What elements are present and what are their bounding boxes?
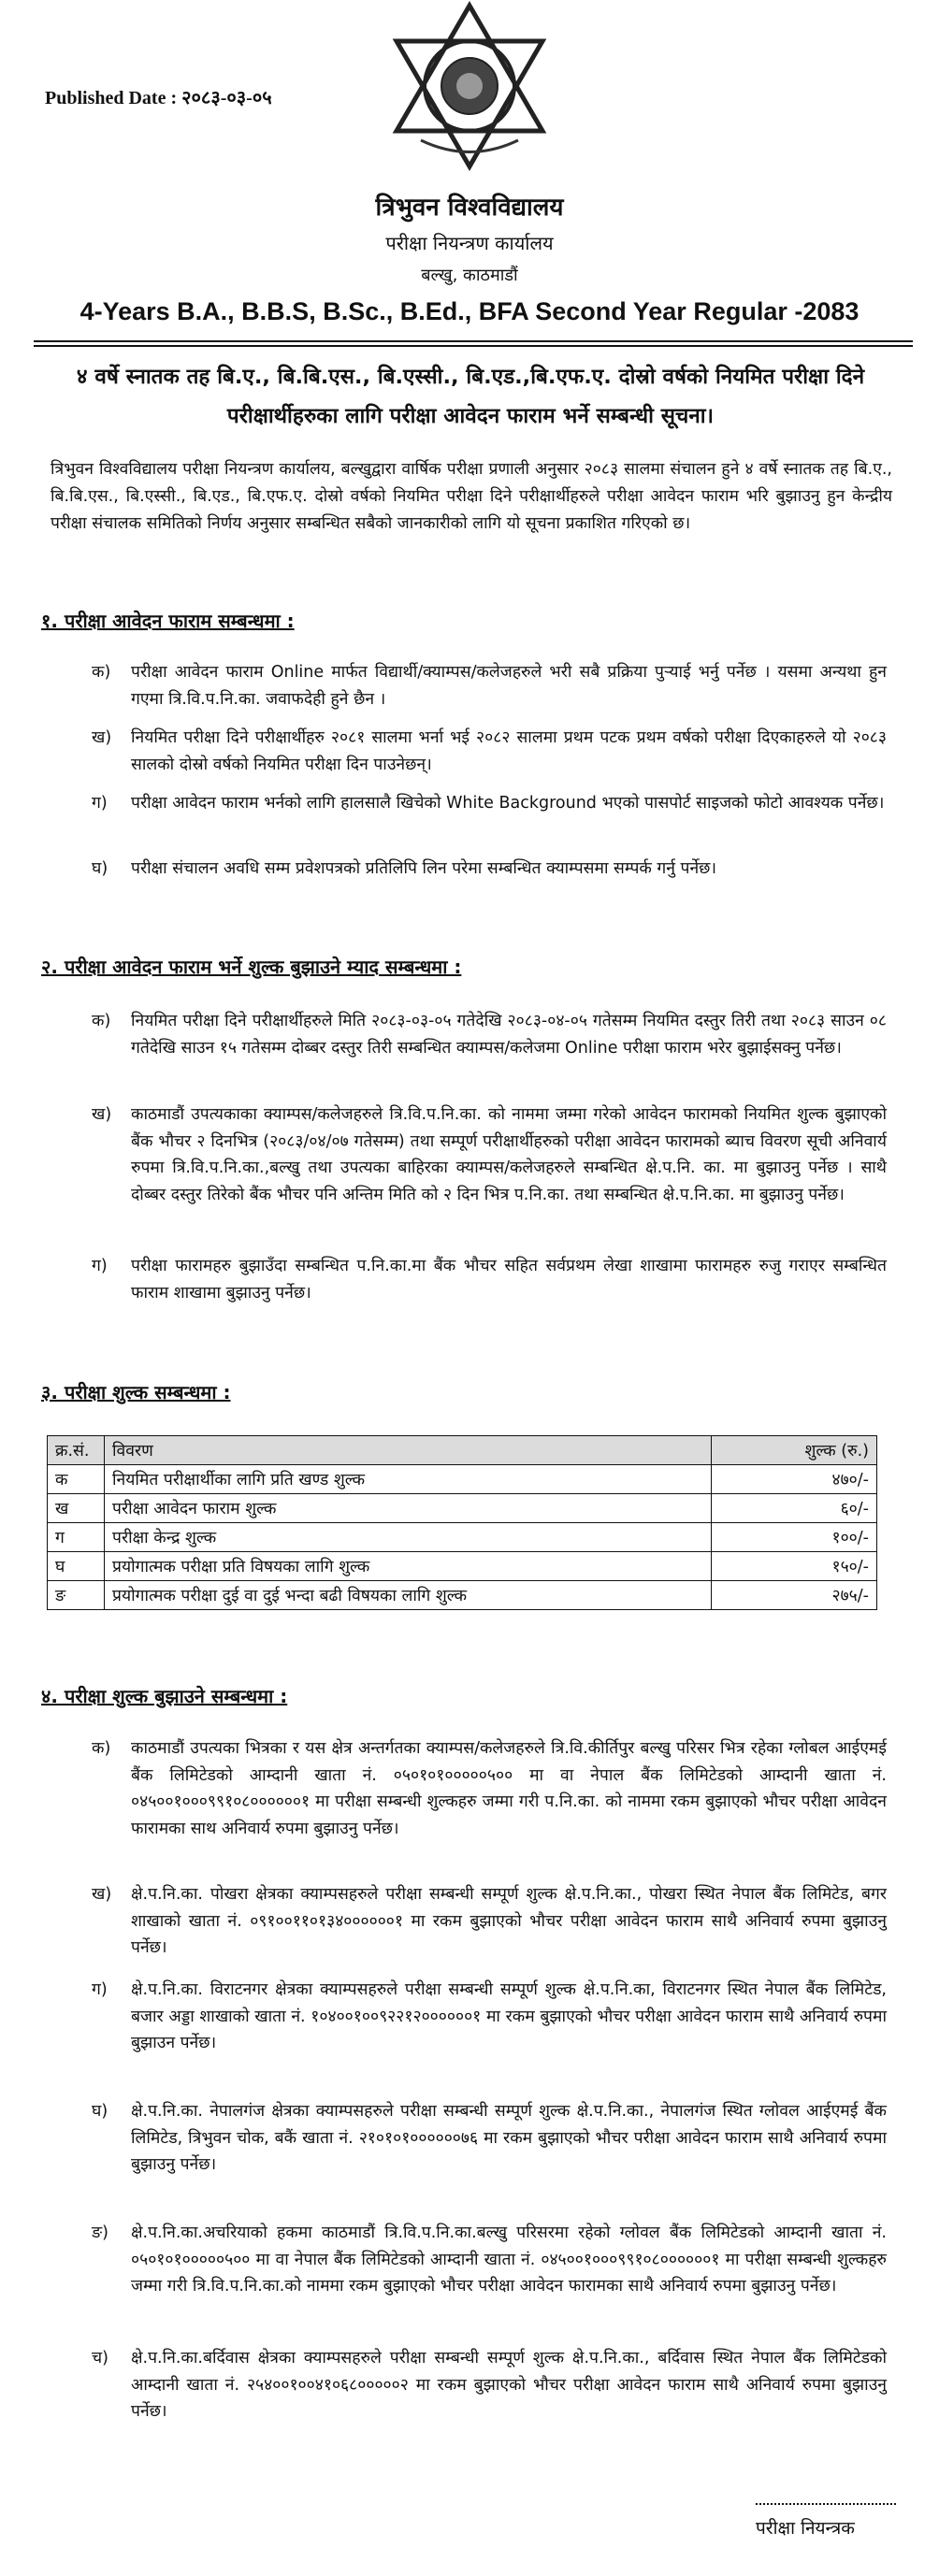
header-divider-2 [34, 345, 913, 347]
program-line: 4-Years B.A., B.B.S, B.Sc., B.Ed., BFA Second Year Regular -2083 [79, 297, 860, 325]
table-row: ख परीक्षा आवेदन फाराम शुल्क ६०/- [48, 1494, 877, 1523]
signature-line [756, 2503, 896, 2505]
list-item: क) काठमाडौं उपत्यका भित्रका र यस क्षेत्र अन्तर्गतका क्याम्पस/कलेजहरुले त्रि.वि.कीर्तिपुर बल्खु परिसर भित्र रहेका ग्लोबल आईएमई बैंक लिमिटेडको आम्दानी खाता नं. ०५०१०१०००००५०० मा वा नेपाल बैंक लिमिटेडको आम्दानी खाता नं. ०४५००१०००९९१०८००००००१ मा परीक्षा सम्बन्धी शुल्कहरु जम्मा गरी प.नि.का. को नाममा रकम बुझाएको भौचर परीक्षा आवेदन फारामका साथ अनिवार्य रुपमा बुझाउनु पर्नेछ। [92, 1739, 887, 1838]
list-item: घ) क्षे.प.नि.का. नेपालगंज क्षेत्रका क्याम्पसहरुले परीक्षा सम्बन्धी सम्पूर्ण शुल्क क्षे.प.नि.का., नेपालगंज स्थित ग्लोवल आईएमई बैंक लिमिटेड, त्रिभुवन चोक, बकैं खाता नं. २१०१०१००००००७६ मा रकम बुझाएको भौचर परीक्षा आवेदन फाराम साथै अनिवार्य रुपमा बुझाउनु पर्नेछ। [92, 2102, 887, 2174]
notice-title: ४ वर्षे स्नातक तह बि.ए., बि.बि.एस., बि.एस्सी., बि.एड.,बि.एफ.ए. दोस्रो वर्षको नियमित परीक्षा दिने परीक्षार्थीहरुका लागि परीक्षा आवेदन फाराम भर्ने सम्बन्धी सूचना। [76, 365, 865, 428]
list-item: ख) नियमित परीक्षा दिने परीक्षार्थीहरु २०८१ सालमा भर्ना भई २०८२ सालमा प्रथम पटक प्रथम वर्षको परीक्षा दिएकाहरुले यो २०८३ सालको दोस्रो वर्षको नियमित परीक्षा दिन पाउनेछन्। [92, 728, 887, 774]
column-header-sn: क्र.सं. [48, 1436, 105, 1465]
table-row: क नियमित परीक्षार्थीका लागि प्रति खण्ड शुल्क ४७०/- [48, 1465, 877, 1494]
header-divider [34, 340, 913, 342]
list-item: च) क्षे.प.नि.का.बर्दिवास क्षेत्रका क्याम्पसहरुले परीक्षा सम्बन्धी सम्पूर्ण शुल्क क्षे.प.नि.का., बर्दिवास स्थित नेपाल बैंक लिमिटेडको आम्दानी खाता नं. २५४००१००४१०६८०००००२ मा रकम बुझाएको भौचर परीक्षा आवेदन फाराम साथै अनिवार्य रुपमा बुझाउनु पर्नेछ। [92, 2349, 887, 2421]
list-item: ग) परीक्षा आवेदन फाराम भर्नको लागि हालसालै खिचेको White Background भएको पासपोर्ट साइजको फोटो आवश्यक पर्नेछ। [92, 794, 885, 813]
section-1-heading: १. परीक्षा आवेदन फाराम सम्बन्धमा : [41, 610, 295, 632]
section-4-heading: ४. परीक्षा शुल्क बुझाउने सम्बन्धमा : [41, 1685, 288, 1707]
list-item: ग) परीक्षा फारामहरु बुझाउँदा सम्बन्धित प.नि.का.मा बैंक भौचर सहित सर्वप्रथम लेखा शाखामा फारामहरु रुजु गराएर सम्बन्धित फाराम शाखामा बुझाउनु पर्नेछ। [92, 1257, 887, 1302]
list-item: घ) परीक्षा संचालन अवधि सम्म प्रवेशपत्रको प्रतिलिपि लिन परेमा सम्बन्धित क्याम्पसमा सम्पर्क गर्नु पर्नेछ। [92, 859, 717, 878]
section-3-heading: ३. परीक्षा शुल्क सम्बन्धमा : [41, 1381, 231, 1403]
list-item: ख) काठमाडौं उपत्यकाका क्याम्पस/कलेजहरुले त्रि.वि.प.नि.का. को नाममा जम्मा गरेको आवेदन फारामको नियमित शुल्क बुझाएको बैंक भौचर २ दिनभित्र (२०८३/०४/०७ गतेसम्म) तथा सम्पूर्ण परीक्षार्थीहरुको परीक्षा आवेदन फारामको ब्याच विवरण सूची अनिवार्य रुपमा त्रि.वि.प.नि.का.,बल्खु तथा उपत्यका बाहिरका क्याम्पस/कलेजहरुले सम्बन्धित क्षे.प.नि. का. मा बुझाउनु पर्नेछ । साथै दोब्बर दस्तुर तिरेको बैंक भौचर पनि अन्तिम मिति को २ दिन भित्र प.नि.का. तथा सम्बन्धित क्षे.प.नि.का. मा बुझाउनु पर्नेछ। [92, 1105, 887, 1204]
published-date: Published Date : २०८३-०३-०५ [45, 88, 272, 108]
list-item: क) परीक्षा आवेदन फाराम Online मार्फत विद्यार्थी/क्याम्पस/कलेजहरुले भरी सबै प्रक्रिया पुऱ्याई भर्नु पर्नेछ । यसमा अन्यथा हुन गएमा त्रि.वि.प.नि.का. जवाफदेही हुने छैन । [92, 663, 887, 709]
list-item: ग) क्षे.प.नि.का. विराटनगर क्षेत्रका क्याम्पसहरुले परीक्षा सम्बन्धी सम्पूर्ण शुल्क क्षे.प.नि.का, विराटनगर स्थित नेपाल बैंक लिमिटेड, बजार अड्डा शाखाको खाता नं. १०४००१००९२२१२००००००१ मा रकम बुझाएको भौचर परीक्षा आवेदन फाराम साथै अनिवार्य रुपमा बुझाउन पर्नेछ। [92, 1980, 887, 2052]
column-header-fee: शुल्क (रु.) [712, 1436, 877, 1465]
fee-table [47, 1435, 877, 1610]
column-header-description: विवरण [105, 1436, 712, 1465]
section-2-heading: २. परीक्षा आवेदन फाराम भर्ने शुल्क बुझाउने म्याद सम्बन्धमा : [41, 956, 462, 978]
university-logo-icon [383, 0, 556, 172]
intro-paragraph: त्रिभुवन विश्वविद्यालय परीक्षा नियन्त्रण कार्यालय, बल्खुद्वारा वार्षिक परीक्षा प्रणाली अनुसार २०८३ सालमा संचालन हुने ४ वर्षे स्नातक तह बि.ए., बि.बि.एस., बि.एस्सी., बि.एड., बि.एफ.ए. दोस्रो वर्षको नियमित परीक्षा दिने परीक्षार्थीहरुले परीक्षा आवेदन फाराम भरि बुझाउनु हुन केन्द्रीय परीक्षा संचालक समितिको निर्णय अनुसार सम्बन्धित सबैको जानकारीको लागि यो सूचना प्रकाशित गरिएको छ। [51, 460, 892, 533]
office-name: परीक्षा नियन्त्रण कार्यालय [385, 232, 554, 254]
table-row: घ प्रयोगात्मक परीक्षा प्रति विषयका लागि शुल्क १५०/- [48, 1552, 877, 1581]
list-item: ख) क्षे.प.नि.का. पोखरा क्षेत्रका क्याम्पसहरुले परीक्षा सम्बन्धी सम्पूर्ण शुल्क क्षे.प.नि.का., पोखरा स्थित नेपाल बैंक लिमिटेड, बगर शाखाको खाता नं. ०९१००११०१३४००००००१ मा रकम बुझाएको भौचर परीक्षा आवेदन फाराम साथै अनिवार्य रुपमा बुझाउनु पर्नेछ। [92, 1885, 887, 1957]
signature-title: परीक्षा नियन्त्रक [756, 2518, 855, 2539]
table-row: ग परीक्षा केन्द्र शुल्क १००/- [48, 1523, 877, 1552]
office-location: बल्खु, काठमाडौं [421, 266, 518, 285]
table-header-row [48, 1436, 877, 1465]
university-name: त्रिभुवन विश्वविद्यालय [375, 194, 564, 222]
list-item: क) नियमित परीक्षा दिने परीक्षार्थीहरुले मिति २०८३-०३-०५ गतेदेखि २०८३-०४-०५ गतेसम्म नियमित दस्तुर तिरी तथा २०८३ साउन ०८ गतेदेखि साउन १५ गतेसम्म दोब्बर दस्तुर तिरी सम्बन्धित क्याम्पस/कलेजमा Online परीक्षा फाराम भरेर बुझाईसक्नु पर्नेछ। [92, 1012, 887, 1058]
list-item: ङ) क्षे.प.नि.का.अचरियाको हकमा काठमाडौं त्रि.वि.प.नि.का.बल्खु परिसरमा रहेको ग्लोवल बैंक लिमिटेडको आम्दानी खाता नं. ०५०१०१०००००५०० मा वा नेपाल बैंक लिमिटेडको आम्दानी खाता नं. ०४५००१०००९९१०८००००००१ मा परीक्षा सम्बन्धी शुल्कहरु जम्मा गरी त्रि.वि.प.नि.का.को नाममा रकम बुझाएको भौचर परीक्षा आवेदन फारामका साथै अनिवार्य रुपमा बुझाउनु पर्नेछ। [92, 2223, 887, 2295]
table-row: ङ प्रयोगात्मक परीक्षा दुई वा दुई भन्दा बढी विषयका लागि शुल्क २७५/- [48, 1581, 877, 1610]
